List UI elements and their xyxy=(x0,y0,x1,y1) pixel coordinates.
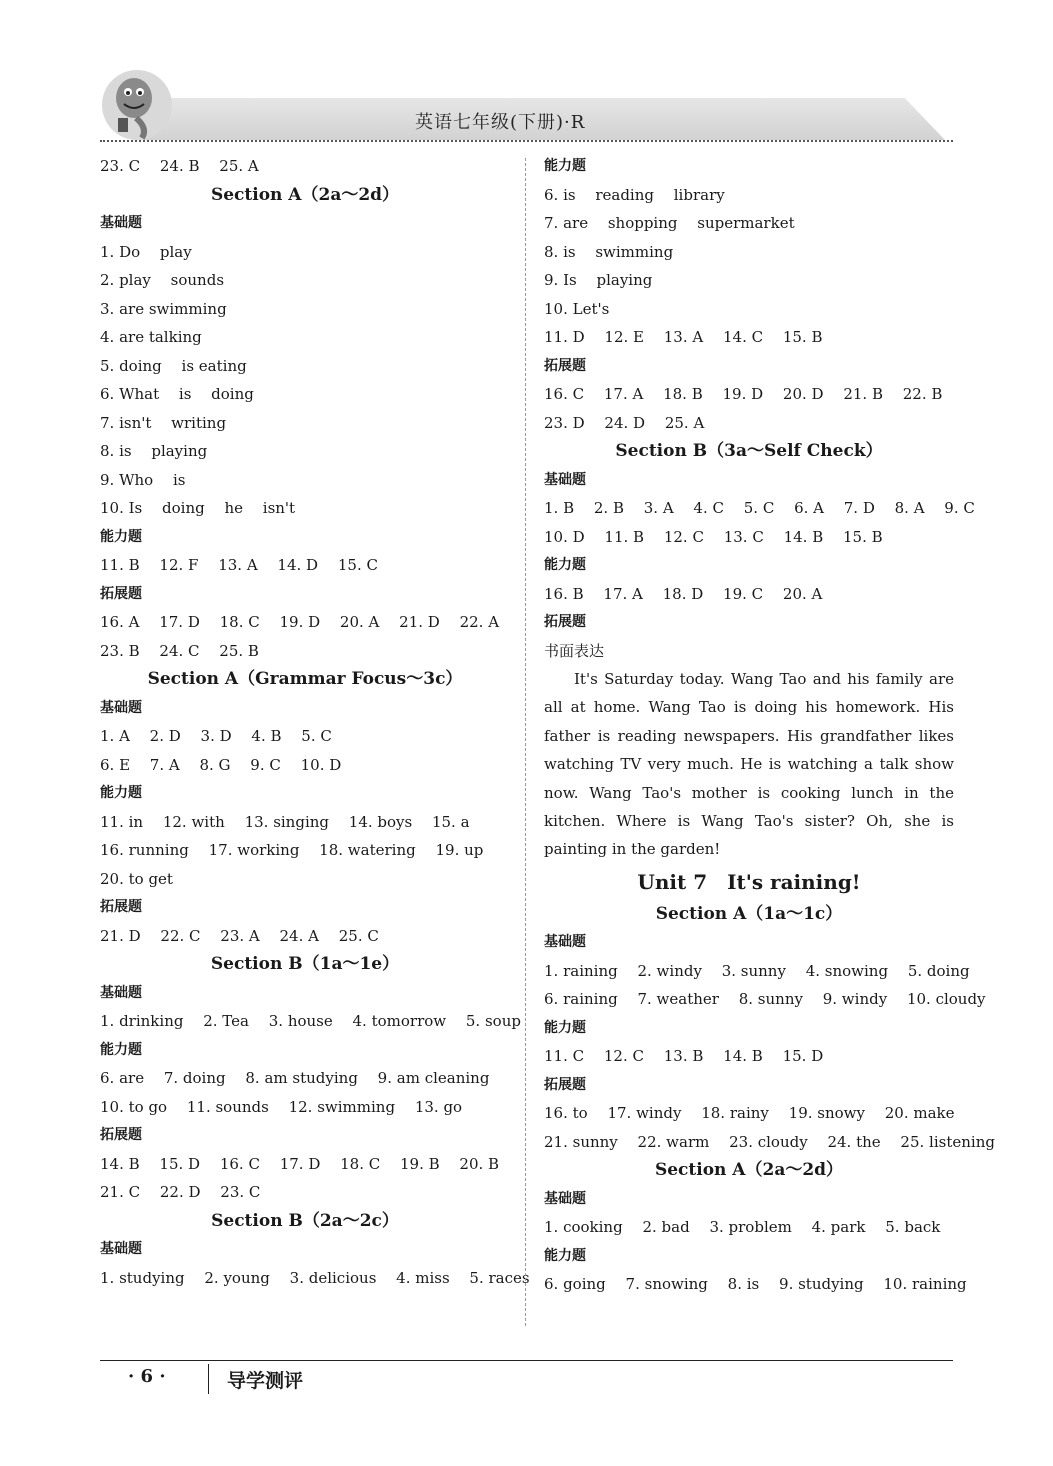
answer-line: 7. isn't writing xyxy=(100,413,227,432)
answer-line: 16. C 17. A 18. B 19. D 20. D 21. B 22. B xyxy=(544,385,943,403)
section-heading: Section A（Grammar Focus～3c） xyxy=(147,669,463,689)
answer-line: 21. C 22. D 23. C xyxy=(100,1183,261,1201)
answer-line: 8. is swimming xyxy=(544,242,674,261)
answer-line: 6. raining 7. weather 8. sunny 9. windy 10. cloudy xyxy=(544,990,986,1009)
answer-line: 21. D 22. C 23. A 24. A 25. C xyxy=(100,926,379,945)
answer-line: 10. D 11. B 12. C 13. C 14. B 15. B xyxy=(544,527,883,546)
mascot-icon xyxy=(100,68,174,142)
page-number: · 6 · xyxy=(128,1366,166,1387)
category-label: 拓展题 xyxy=(544,614,586,630)
section-heading: Section B（3a～Self Check） xyxy=(615,441,883,461)
category-label: 基础题 xyxy=(100,215,142,231)
left-column xyxy=(100,152,530,1292)
answer-line: 1. cooking 2. bad 3. problem 4. park 5. back xyxy=(544,1218,941,1237)
section-heading: Section B（2a～2c） xyxy=(211,1210,399,1231)
category-label: 基础题 xyxy=(100,1241,142,1257)
answer-line: 21. sunny 22. warm 23. cloudy 24. the 25. listening xyxy=(544,1132,995,1151)
answer-line: 16. to 17. windy 18. rainy 19. snowy 20. make xyxy=(544,1104,955,1123)
answer-line: 1. studying 2. young 3. delicious 4. miss 5. races xyxy=(100,1268,530,1287)
category-label: 能力题 xyxy=(100,528,142,545)
section-heading: Section A（1a～1c） xyxy=(655,903,843,924)
answer-line: 1. A 2. D 3. D 4. B 5. C xyxy=(100,727,332,745)
category-label: 基础题 xyxy=(544,934,586,951)
section-heading: Section A（2a～2d） xyxy=(654,1160,844,1181)
answer-line: 9. Is playing xyxy=(544,271,653,289)
answer-line: 1. Do play xyxy=(100,242,192,261)
category-label: 能力题 xyxy=(100,1041,142,1058)
answer-line: 10. Is doing he isn't xyxy=(100,499,296,517)
category-label: 能力题 xyxy=(544,557,586,573)
category-label: 基础题 xyxy=(100,984,142,1001)
category-label: 基础题 xyxy=(544,471,586,488)
answer-line: 8. is playing xyxy=(100,442,208,460)
header-dotted-rule xyxy=(100,140,953,142)
essay-paragraph: It's Saturday today. Wang Tao and his family are all at home. Wang Tao is doing his homework. His father is reading newspapers. His grandfather likes watching TV very much. He is watching a talk show now. Wang Tao's mother is cooking lunch in the kitchen. Where is Wang Tao's sister? Oh, she is painting in the garden! xyxy=(544,670,954,859)
answer-line: 5. doing is eating xyxy=(100,356,247,375)
answer-line: 11. B 12. F 13. A 14. D 15. C xyxy=(100,556,378,574)
footer-separator xyxy=(208,1364,209,1394)
answer-line: 6. going 7. snowing 8. is 9. studying 10. raining xyxy=(544,1275,967,1294)
category-label: 拓展题 xyxy=(100,585,142,602)
answer-line: 1. B 2. B 3. A 4. C 5. C 6. A 7. D 8. A 9. C xyxy=(544,499,975,517)
right-column xyxy=(544,152,995,1299)
column-divider xyxy=(525,158,526,1326)
answer-line: 11. in 12. with 13. singing 14. boys 15. a xyxy=(100,812,470,831)
answer-line: 10. to go 11. sounds 12. swimming 13. go xyxy=(100,1097,463,1116)
category-label: 拓展题 xyxy=(100,899,142,915)
header-title: 英语七年级(下册)·R xyxy=(415,112,586,133)
section-heading: Section B（1a～1e） xyxy=(210,954,400,974)
book-name: 导学测评 xyxy=(227,1370,304,1392)
answer-line: 7. are shopping supermarket xyxy=(544,214,795,232)
answer-line: 书面表达 xyxy=(544,641,605,660)
category-label: 能力题 xyxy=(544,1247,586,1264)
answer-line: 14. B 15. D 16. C 17. D 18. C 19. B 20. B xyxy=(100,1154,500,1173)
answer-line: 9. Who is xyxy=(100,470,186,489)
category-label: 能力题 xyxy=(544,1019,586,1036)
answer-line: 23. D 24. D 25. A xyxy=(544,413,705,432)
answer-line: 20. to get xyxy=(100,869,173,888)
category-label: 拓展题 xyxy=(100,1127,142,1143)
answer-line: 11. C 12. C 13. B 14. B 15. D xyxy=(544,1047,824,1066)
answer-line: 3. are swimming xyxy=(100,299,227,318)
answer-line: 1. drinking 2. Tea 3. house 4. tomorrow 5. soup xyxy=(100,1012,521,1030)
section-heading: Section A（2a～2d） xyxy=(210,184,400,205)
answer-line: 6. What is doing xyxy=(100,385,254,403)
category-label: 基础题 xyxy=(100,699,142,716)
answer-line: 16. A 17. D 18. C 19. D 20. A 21. D 22. A xyxy=(100,613,500,631)
category-label: 拓展题 xyxy=(544,357,586,374)
answer-line: 23. B 24. C 25. B xyxy=(100,641,259,660)
answer-line: 2. play sounds xyxy=(100,271,225,289)
category-label: 拓展题 xyxy=(544,1076,586,1093)
answer-line: 11. D 12. E 13. A 14. C 15. B xyxy=(544,328,823,346)
answer-line: 1. raining 2. windy 3. sunny 4. snowing 5. doing xyxy=(544,961,970,980)
answer-line: 6. are 7. doing 8. am studying 9. am cleaning xyxy=(100,1069,490,1087)
answer-line: 4. are talking xyxy=(100,328,202,346)
answer-line: 23. C 24. B 25. A xyxy=(100,157,259,175)
category-label: 能力题 xyxy=(544,158,586,174)
answer-line: 6. E 7. A 8. G 9. C 10. D xyxy=(100,755,342,774)
answer-line: 16. B 17. A 18. D 19. C 20. A xyxy=(544,584,823,603)
answer-line: 6. is reading library xyxy=(544,185,725,204)
answer-line: 10. Let's xyxy=(544,299,610,318)
footer-rule xyxy=(100,1360,953,1361)
answer-line: 16. running 17. working 18. watering 19. up xyxy=(100,841,484,859)
category-label: 基础题 xyxy=(544,1190,586,1207)
unit-title: Unit 7 It's raining! xyxy=(637,869,861,894)
category-label: 能力题 xyxy=(100,785,142,801)
